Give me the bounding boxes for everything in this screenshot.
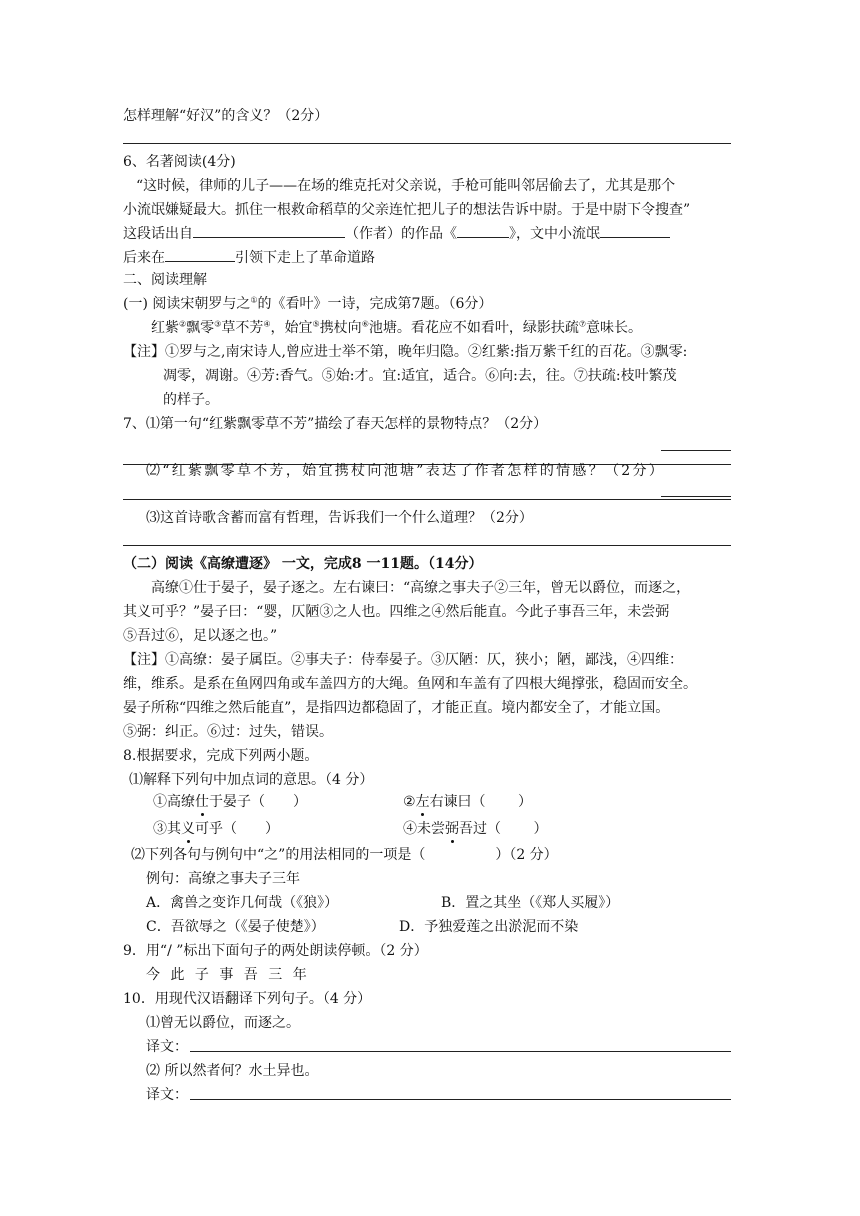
q6-fill-line	[123, 222, 670, 244]
poem-line	[151, 318, 642, 338]
poem-text: 红紫	[151, 320, 179, 336]
q9: 9．用“/ ”标出下面句子的两处朗读停顿。（2 分）	[123, 943, 428, 959]
part1-title-a: (一) 阅读宋朝罗与之	[123, 296, 251, 312]
word-item-4-post: 吾过（ ）	[459, 821, 548, 837]
word-item-2-post: 右谏曰（ ）	[429, 794, 533, 810]
part1-note-line-1: 【注】①罗与之,南宋诗人,曾应进士举不第，晚年归隐。②红紫:指万紫千红的百花。③飘零:	[123, 344, 688, 360]
word-item-1	[153, 792, 307, 812]
q7-1: 7、⑴第一句“红紫飘零草不芳”描绘了春天怎样的景物特点？（2分）	[123, 416, 548, 432]
q8-title: 8.根据要求，完成下列两小题。	[123, 748, 319, 764]
footnote-marker: ⑤	[312, 319, 320, 329]
word-item-2	[403, 792, 532, 812]
translation-label-2: 译文：	[146, 1087, 188, 1103]
part2-title: （二）阅读《高缭遭逐》 一文，完成8 一11题。（14分）	[123, 556, 483, 572]
footnote-marker: ⑦	[578, 319, 587, 329]
part1-title	[123, 294, 492, 314]
part2-note-line-2: 维，维系。是系在鱼网四角或车盖四方的大绳。鱼网和车盖有了四根大绳撑张，稳固而安全。	[123, 676, 697, 692]
q6-fill-text-a: 这段话出自	[123, 226, 193, 242]
poem-text: 携杖向	[319, 320, 362, 336]
passage-line-1: 高缭①仕于晏子，晏子逐之。左右谏曰：“高缭之事夫子②三年，曾无以爵位，而逐之，	[151, 580, 691, 596]
q8-1: ⑴解释下列句中加点词的意思。（4 分）	[129, 772, 374, 788]
poem-text: 池塘。看花应不如看叶，绿影扶疏	[368, 320, 579, 336]
passage-line-3: ⑤吾过⑥，足以逐之也。”	[123, 628, 278, 644]
q6-fill-text-c: 》，文中小流氓	[509, 226, 600, 242]
part1-note-line-2: 凋零，凋谢。④芳:香气。⑤始:才。宜:适宜，适合。⑥向:去，往。⑦扶疏:枝叶繁茂	[163, 368, 677, 384]
question-haohan: 怎样理解“好汉”的含义？（2分）	[123, 108, 329, 124]
dotted-char: 仕	[195, 794, 209, 810]
q6-quote-line-2: 小流氓嫌疑最大。抓住一根救命稻草的父亲连忙把儿子的想法告诉中尉。于是中尉下令搜查”	[123, 202, 691, 218]
footnote-marker: ③	[214, 319, 222, 329]
translation-answer-line-1[interactable]	[190, 1051, 731, 1052]
footnote-marker: ②	[179, 319, 187, 329]
translation-answer-line-2[interactable]	[190, 1099, 731, 1100]
section-reading-title: 二、阅读理解	[123, 272, 207, 288]
dotted-char: 左	[415, 794, 430, 810]
blank-source[interactable]	[193, 222, 345, 238]
answer-line	[123, 143, 731, 144]
option-d[interactable]: D．予独爱莲之出淤泥而不染	[399, 919, 579, 935]
option-c[interactable]: C．吾欲辱之（《晏子使楚》）	[146, 919, 325, 935]
option-b[interactable]: B．置之其坐（《郑人买履》）	[441, 895, 620, 911]
part2-note-line-3: 晏子所称“四维之然后能直”，是指四边都稳固了，才能正直。境内都安全了，才能立国。	[123, 700, 670, 716]
word-item-3	[153, 819, 279, 839]
dotted-char: 义	[181, 821, 195, 837]
q6-title: 6、名著阅读(4分)	[123, 154, 236, 170]
blank-work[interactable]	[457, 222, 509, 238]
footnote-marker: ④	[263, 319, 271, 329]
word-item-4-pre: ④未尝	[403, 821, 445, 837]
q10: 10．用现代汉语翻译下列句子。（4 分）	[123, 991, 372, 1007]
q6-fill-text-b: （作者）的作品《	[345, 226, 457, 242]
option-a[interactable]: A．禽兽之变诈几何哉（《狼》）	[146, 895, 339, 911]
word-item-2-pre: ②	[403, 794, 416, 810]
word-item-1-post: 于晏子（ ）	[209, 794, 307, 810]
word-item-3-post: 可乎（ ）	[195, 821, 279, 837]
blank-character[interactable]	[600, 222, 670, 238]
answer-line	[123, 499, 731, 500]
word-item-4	[403, 819, 547, 839]
part1-title-sup: ①	[250, 295, 258, 305]
q8-2-example: 例句：高缭之事夫子三年	[146, 871, 300, 887]
answer-line	[123, 545, 731, 546]
poem-text: ，始宜	[270, 320, 313, 336]
part1-title-b: 的《看叶》一诗，完成第7题。（6分）	[257, 296, 493, 312]
q6-fill-text-e: 引领下走上了革命道路	[235, 250, 375, 266]
q7-3: ⑶这首诗歌含蓄而富有哲理，告诉我们一个什么道理？（2分）	[146, 510, 533, 526]
translation-label-1: 译文：	[146, 1039, 188, 1055]
footnote-marker: ⑥	[361, 319, 369, 329]
word-item-1-pre: ①高缭	[153, 794, 195, 810]
poem-text: 飘零	[186, 320, 215, 336]
part1-note-line-3: 的样子。	[163, 392, 219, 408]
q9-sentence: 今 此 子 事 吾 三 年	[146, 967, 310, 983]
answer-line	[661, 496, 731, 497]
q6-fill-line-2	[123, 246, 375, 268]
part2-note-line-1: 【注】①高缭：晏子属臣。②事夫子：侍奉晏子。③仄陋：仄，狭小；陋，鄙浅，④四维：	[123, 652, 683, 668]
q6-quote-line-1: “这时候，律师的儿子——在场的维克托对父亲说，手枪可能叫邻居偷去了，尤其是那个	[136, 178, 676, 194]
blank-leader[interactable]	[165, 246, 235, 262]
dotted-char: 弼	[445, 821, 459, 837]
passage-line-2: 其义可乎？”晏子曰：“婴，仄陋③之人也。四维之④然后能直。今此子事吾三年，未尝弼	[123, 604, 670, 620]
q7-2: ⑵“红紫飘零草不芳，始宜携杖向池塘”表达了作者怎样的情感？（2分）	[146, 463, 666, 479]
answer-line	[661, 450, 731, 451]
word-item-3-pre: ③其	[153, 821, 181, 837]
q8-2: ⑵下列各句与例句中“之”的用法相同的一项是（ ）（2 分）	[131, 847, 558, 863]
q10-2: ⑵ 所以然者何？水土异也。	[146, 1063, 319, 1079]
poem-text: 草不芳	[221, 320, 264, 336]
part2-note-line-4: ⑤弼：纠正。⑥过：过失，错误。	[123, 724, 333, 740]
poem-text: 意味长。	[586, 320, 643, 336]
q6-fill-text-d: 后来在	[123, 250, 165, 266]
q10-1: ⑴曾无以爵位，而逐之。	[146, 1015, 300, 1031]
